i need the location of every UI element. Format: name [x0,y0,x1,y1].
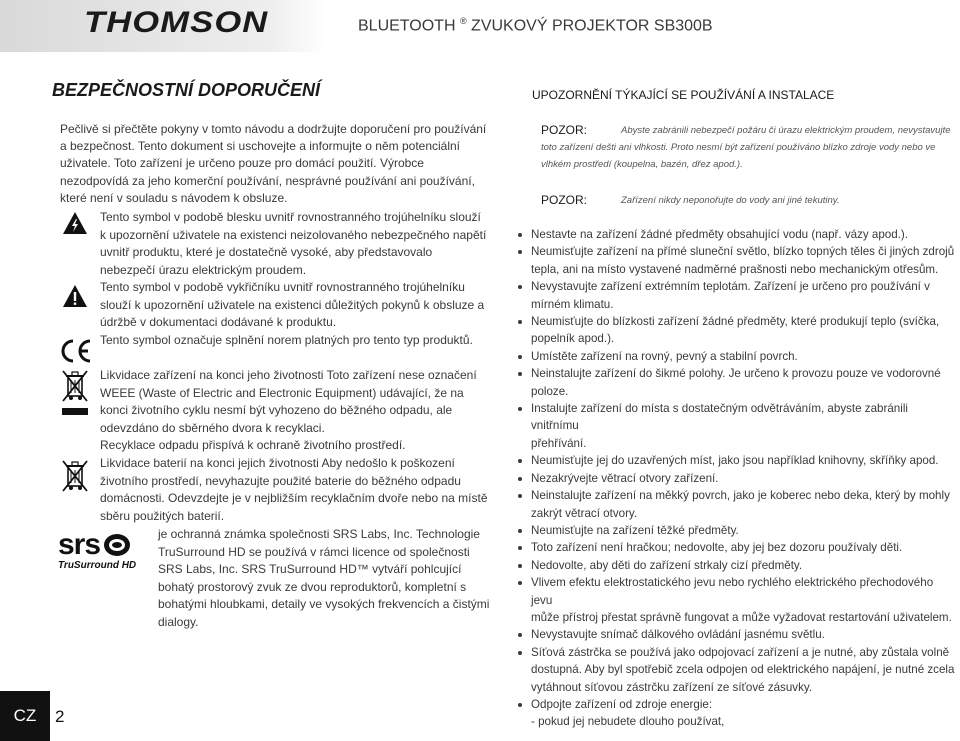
instruction-line: Síťová zástrčka se používá jako odpojovací zařízení a je nutné, aby zůstala volně [517,644,957,661]
weee-bin-icon [60,368,90,418]
instruction-line: dostupná. Aby byl spotřebič zcela odpojen od elektrického napájení, je nutné zcela [531,663,955,677]
lightning-warning-icon [62,211,88,235]
warning-1-line-3: vlhkém prostředí (koupelna, bazén, dřez apod.). [541,159,743,170]
warning-2-text: Zařízení nikdy neponořujte do vody ani jiné tekutiny. [621,195,840,206]
recycle-text: Recyklace odpadu přispívá k ochraně životního prostředí. [100,438,406,452]
weee-text: Likvidace zařízení na konci jeho životnosti Toto zařízení nese označení WEEE (Waste of Electric and Electronic Equipment) udávající, že na konci životního cyklu nesmí být vyhozeno do běžného odpadu, ale odevzdáno do sběrného dvora k recyklaci. [100,368,477,435]
battery-text: Likvidace baterií na konci jejich životnosti Aby nedošlo k poškození životního prostředí, nevyhazujte použité baterie do běžného odpadu domácnosti. Odevzdejte je v nejbližším recyklačním dvoře nebo na místě sběru použitých baterií. [100,456,488,523]
safety-heading: BEZPEČNOSTNÍ DOPORUČENÍ [52,80,321,100]
warning-1-line-2: toto zařízení dešti ani vlhkosti. Proto nesmí být zařízení používáno blízko zdroje vody nebo ve [541,142,936,153]
instruction-line: Neumisťujte zařízení na přímé sluneční světlo, blízko topných těles či jiných zdrojů [517,243,957,260]
usage-warnings-heading: UPOZORNĚNÍ TÝKAJÍCÍ SE POUŽÍVÁNÍ A INSTALACE [532,88,835,102]
instruction-line: Neumisťujte do blízkosti zařízení žádné předměty, které produkují teplo (svíčka, [517,313,957,330]
instruction-line: Neumisťujte jej do uzavřených míst, jako jsou například knihovny, skříňky apod. [517,452,957,469]
instruction-line: Neumisťujte na zařízení těžké předměty. [517,522,957,539]
instruction-line: popelník apod.). [531,332,615,346]
usage-instructions-list [517,226,957,731]
document-title: BLUETOOTH ® ZVUKOVÝ PROJEKTOR SB300B [358,16,713,35]
instruction-line: přehřívání. [531,436,587,450]
instruction-line: Nevystavujte zařízení extrémním teplotám. Zařízení je určeno pro používání v mírném klimatu. [517,278,957,313]
lightning-symbol-text: Tento symbol v podobě blesku uvnitř rovnostranného trojúhelníku slouží k upozornění uživatele na existenci neizolovaného nebezpečného napětí uvnitř produktu, které je dostatečně vysoké, aby představovalo nebezpečí úrazu elektrickým proudem. [100,210,487,277]
srs-swirl-icon [102,532,132,558]
instruction-line: - pokud jej nebudete dlouho používat, [531,715,725,729]
ce-mark-icon [59,338,93,364]
ce-symbol-text: Tento symbol označuje splnění norem platných pro tento typ produktů. [100,333,473,347]
instruction-line: Nedovolte, aby děti do zařízení strkaly cizí předměty. [517,557,957,574]
language-tab: CZ [0,691,50,741]
instruction-line: Neinstalujte zařízení na měkký povrch, jako je koberec nebo deka, který by mohly [517,487,957,504]
instruction-line: Nestavte na zařízení žádné předměty obsahující vodu (např. vázy apod.). [517,226,957,243]
intro-paragraph: Pečlivě si přečtěte pokyny v tomto návodu a dodržujte doporučení pro používání a bezpečnost. Tento dokument si uschovejte a informujte o něm potenciální uživatele. Toto zařízení je určeno pouze pro domácí použití. Výrobce nezodpovídá za jeho komerční používání, nesprávné používání ani používání, které není v souladu s návodem k obsluze. [60,122,487,205]
brand-logo: THOMSON [84,6,269,39]
instruction-line: Neinstalujte zařízení do šikmé polohy. Je určeno k provozu pouze ve vodorovné poloze. [517,365,957,400]
srs-logo [58,528,150,571]
page-number: 2 [55,707,65,726]
exclamation-symbol-text: Tento symbol v podobě vykřičníku uvnitř rovnostranného trojúhelníku slouží k upozornění uživatele na existenci důležitých pokynů k obsluze a údržbě v dokumentaci dodávané k produktu. [100,280,485,329]
instruction-line: Instalujte zařízení do místa s dostatečným odvětráváním, abyste zabránili vnitřnímu [517,400,957,435]
warning-1-line-1: Abyste zabránili nebezpečí požáru či úrazu elektrickým proudem, nevystavujte [621,125,951,136]
instruction-line: tepla, ani na místo vystavené nadměrné prašnosti nebo mechanickým otřesům. [531,262,939,276]
instruction-line: Nevystavujte snímač dálkového ovládání jasnému světlu. [517,626,957,643]
srs-logo-text: srs [58,528,101,561]
exclamation-warning-icon [62,284,88,308]
instruction-line: Vlivem efektu elektrostatického jevu nebo rychlého elektrického přechodového jevu [517,574,957,609]
instruction-line: vytáhnout síťovou zástrčku zařízení ze síťové zásuvky. [531,680,813,694]
instruction-line: Odpojte zařízení od zdroje energie: [517,696,957,713]
warning-label-2: POZOR: [541,193,588,207]
instruction-line: může přístroj přestat správně fungovat a může vyžadovat restartování uživatelem. [531,610,952,624]
instruction-line: Umístěte zařízení na rovný, pevný a stabilní povrch. [517,348,957,365]
instruction-line: Nezakrývejte větrací otvory zařízení. [517,470,957,487]
instruction-line: Toto zařízení není hračkou; nedovolte, aby jej bez dozoru používaly děti. [517,539,957,556]
srs-logo-subtitle: TruSurround HD [58,560,137,571]
instruction-line: zakrýt větrací otvory. [531,506,638,520]
battery-bin-icon [60,458,90,494]
srs-description: je ochranná známka společnosti SRS Labs, Inc. Technologie TruSurround HD se používá v rámci licence od společnosti SRS Labs, Inc. SRS TruSurround HD™ vytváří pohlcující bohatý prostorový zvuk ze dvou reproduktorů, kompletní s bohatými hloubkami, detaily ve vysokých frekvencích a čistými dialogy. [158,527,490,629]
warning-label-1: POZOR: [541,123,588,137]
